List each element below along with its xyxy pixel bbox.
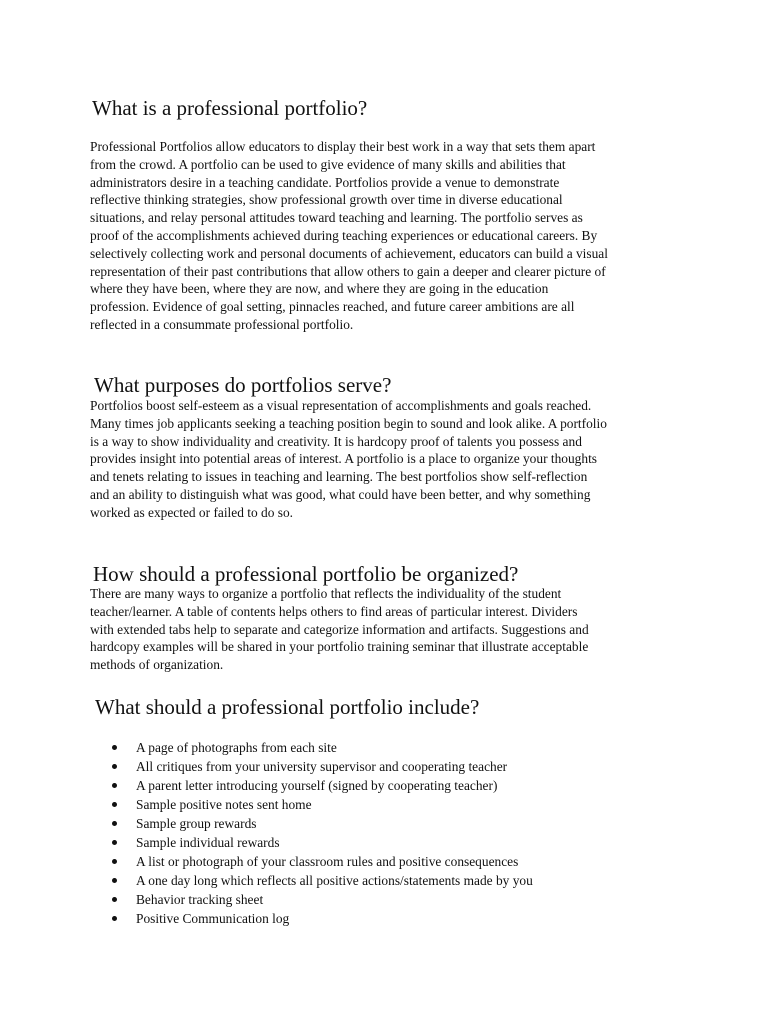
list-item xyxy=(112,871,533,890)
text-line: worked as expected or failed to do so. xyxy=(90,504,294,520)
list-item-text: A list or photograph of your classroom rules and positive consequences xyxy=(136,854,519,869)
text-line: profession. Evidence of goal setting, pinnacles reached, and future career ambitions are all xyxy=(90,299,575,315)
list-item xyxy=(112,738,533,757)
text-line: Many times job applicants seeking a teaching position begin to sound and look alike. A portfolio xyxy=(90,415,607,431)
text-line: and tenets relating to issues in teaching and learning. The best portfolios show self-reflection xyxy=(90,469,588,485)
list-item xyxy=(112,852,533,871)
list-item-text: Behavior tracking sheet xyxy=(136,892,264,907)
bullet-icon xyxy=(112,802,117,807)
bullet-icon xyxy=(112,764,117,769)
list-item xyxy=(112,909,533,928)
list-item-text: A one day long which reflects all positive actions/statements made by you xyxy=(136,873,533,888)
bullet-icon xyxy=(112,821,117,826)
text-line: situations, and relay personal attitudes toward teaching and learning. The portfolio serves as xyxy=(90,210,583,226)
text-line: is a way to show individuality and creativity. It is hardcopy proof of talents you possess and xyxy=(90,433,582,449)
text-line: proof of the accomplishments achieved during teaching experiences or educational careers. By xyxy=(90,227,598,243)
list-item-text: A parent letter introducing yourself (signed by cooperating teacher) xyxy=(136,778,498,793)
paragraph-organization xyxy=(90,585,589,674)
list-item xyxy=(112,757,533,776)
bullet-icon xyxy=(112,878,117,883)
text-line: where they have been, where they are now, and where they are going in the education xyxy=(90,281,549,297)
list-item-text: Sample positive notes sent home xyxy=(136,797,312,812)
heading-what-is-portfolio: What is a professional portfolio? xyxy=(92,96,368,120)
include-list xyxy=(112,738,533,928)
list-item xyxy=(112,890,533,909)
list-item xyxy=(112,833,533,852)
list-item-text: Sample individual rewards xyxy=(136,835,280,850)
heading-include: What should a professional portfolio include? xyxy=(95,695,480,719)
list-item-text: Positive Communication log xyxy=(136,911,290,926)
text-line: selectively collecting work and personal documents of achievement, educators can build a visual xyxy=(90,245,608,261)
bullet-icon xyxy=(112,783,117,788)
text-line: methods of organization. xyxy=(90,657,224,673)
text-line: with extended tabs help to separate and categorize information and artifacts. Suggestions and xyxy=(90,621,589,637)
text-line: administrators desire in a teaching candidate. Portfolios provide a venue to demonstrate xyxy=(90,174,560,190)
text-line: and an ability to distinguish what was good, what could have been better, and why something xyxy=(90,486,591,502)
list-item xyxy=(112,814,533,833)
text-line: reflective thinking strategies, show professional growth over time in diverse educational xyxy=(90,192,563,208)
text-line: teacher/learner. A table of contents helps others to find areas of particular interest. Dividers xyxy=(90,603,578,619)
bullet-icon xyxy=(112,840,117,845)
text-line: representation of their past contributions that allow others to gain a deeper and clearer picture of xyxy=(90,263,606,279)
bullet-icon xyxy=(112,897,117,902)
paragraph-purposes xyxy=(90,397,607,522)
list-item xyxy=(112,776,533,795)
text-line: Professional Portfolios allow educators to display their best work in a way that sets them apart xyxy=(90,139,596,154)
text-line: reflected in a consummate professional portfolio. xyxy=(90,316,354,332)
bullet-icon xyxy=(112,859,117,864)
paragraph-what-is-portfolio xyxy=(90,138,608,334)
list-item xyxy=(112,795,533,814)
text-line: hardcopy examples will be shared in your portfolio training seminar that illustrate acceptable xyxy=(90,639,589,655)
list-item-text: Sample group rewards xyxy=(136,816,257,831)
heading-purposes: What purposes do portfolios serve? xyxy=(94,373,392,397)
text-line: Portfolios boost self-esteem as a visual representation of accomplishments and goals reached. xyxy=(90,398,592,413)
text-line: from the crowd. A portfolio can be used to give evidence of many skills and abilities that xyxy=(90,156,566,172)
bullet-icon xyxy=(112,745,117,750)
text-line: provides insight into potential areas of interest. A portfolio is a place to organize your thoughts xyxy=(90,451,598,467)
bullet-icon xyxy=(112,916,117,921)
heading-organization: How should a professional portfolio be organized? xyxy=(93,562,519,586)
list-item-text: A page of photographs from each site xyxy=(136,740,337,755)
text-line: There are many ways to organize a portfolio that reflects the individuality of the student xyxy=(90,586,562,601)
list-item-text: All critiques from your university supervisor and cooperating teacher xyxy=(136,759,508,774)
